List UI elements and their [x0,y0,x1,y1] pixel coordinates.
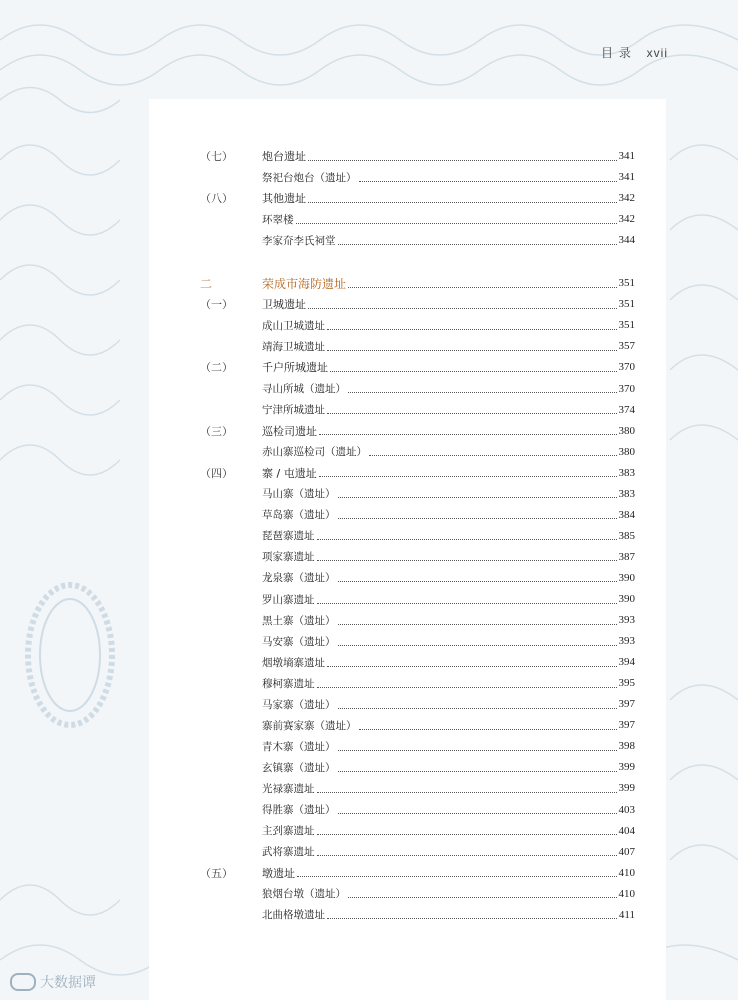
toc-entry-page: 370 [618,382,635,395]
toc-entry-title: 武将寨遗址 [262,846,315,859]
toc-entry-title: 主刭寨遗址 [262,825,315,838]
toc-entry[interactable] [200,821,635,841]
watermark [10,972,96,992]
toc-dot-leader [369,455,617,456]
toc-entry-page: 407 [618,845,635,858]
toc-entry-page: 380 [618,445,635,458]
toc-entry-page: 374 [618,403,635,416]
toc-entry-page: 410 [618,866,635,879]
toc-dot-leader [327,413,617,414]
toc-entry-page: 399 [618,782,635,795]
toc-entry[interactable] [200,505,635,525]
toc-entry-title: 环翠楼 [262,213,294,226]
toc-entry-page: 404 [618,824,635,837]
toc-dot-leader [330,371,617,372]
toc-entry-title: 巡检司遗址 [262,424,317,438]
toc-entry-title: 青木寨（遗址） [262,740,336,753]
toc-entry-page: 357 [618,340,635,353]
toc-entry-title: 宁津所城遗址 [262,404,325,417]
toc-dot-leader [317,687,617,688]
toc-entry-number: （二） [200,361,233,375]
toc-entry[interactable] [200,884,635,904]
toc-entry-page: 387 [618,550,635,563]
toc-entry-title: 龙泉寨（遗址） [262,572,336,585]
toc-entry-page: 341 [618,150,635,162]
toc-dot-leader [338,645,617,646]
toc-entry-page: 385 [618,529,635,542]
toc-dot-leader [338,497,617,498]
toc-entry[interactable] [200,589,635,609]
toc-entry[interactable] [200,463,635,483]
toc-entry[interactable] [200,188,635,208]
toc-entry-title: 狼烟台墩（遗址） [262,888,346,901]
toc-dot-leader [359,729,617,730]
toc-entry[interactable] [200,146,635,166]
toc-dot-leader [348,392,617,393]
toc-entry-title: 草岛寨（遗址） [262,509,336,522]
toc-entry[interactable] [200,905,635,925]
toc-entry[interactable] [200,715,635,735]
header-page-number: xvii [646,46,668,60]
toc-entry[interactable] [200,863,635,883]
toc-entry[interactable] [200,273,635,293]
header-section: 目 录 [601,46,632,60]
toc-dot-leader [348,287,616,288]
toc-dot-leader [327,918,617,919]
watermark-logo-icon [10,973,36,991]
toc-dot-leader [338,581,617,582]
toc-entry-page: 351 [618,319,635,332]
toc-entry[interactable] [200,336,635,356]
toc-entry-page: 380 [618,424,635,437]
toc-entry-title: 寨 / 屯遗址 [262,466,317,480]
toc-entry[interactable] [200,315,635,335]
toc-entry-title: 靖海卫城遗址 [262,340,325,353]
toc-entry-title: 赤山寨巡检司（遗址） [262,446,367,459]
toc-entry-page: 410 [618,887,635,900]
toc-entry-page: 393 [618,635,635,648]
toc-dot-leader [327,329,617,330]
toc-entry-page: 411 [618,908,635,921]
toc-entry-page: 341 [618,171,635,184]
toc-dot-leader [317,792,617,793]
toc-entry-title: 卫城遗址 [262,298,306,312]
toc-dot-leader [338,708,617,709]
toc-dot-leader [327,350,617,351]
toc-entry[interactable] [200,631,635,651]
toc-entry-page: 397 [618,719,635,732]
toc-entry-page: 398 [618,740,635,753]
toc-entry-page: 397 [618,698,635,711]
toc-entry-number: （一） [200,298,233,312]
toc-entry[interactable] [200,800,635,820]
toc-entry[interactable] [200,757,635,777]
toc-entry[interactable] [200,421,635,441]
toc-entry[interactable] [200,673,635,693]
toc-dot-leader [338,771,617,772]
toc-dot-leader [317,560,617,561]
toc-entry[interactable] [200,610,635,630]
toc-entry-title: 马家寨（遗址） [262,698,336,711]
toc-entry[interactable] [200,842,635,862]
toc-entry[interactable] [200,778,635,798]
toc-entry[interactable] [200,652,635,672]
toc-entry-number: （五） [200,866,233,880]
toc-entry[interactable] [200,484,635,504]
toc-entry-title: 马山寨（遗址） [262,488,336,501]
running-header [601,44,668,61]
toc-entry-page: 399 [618,761,635,774]
toc-entry-page: 342 [618,213,635,226]
toc-entry[interactable] [200,736,635,756]
toc-entry-page: 383 [618,466,635,479]
toc-entry-page: 384 [618,508,635,521]
toc-entry-page: 351 [618,277,635,290]
toc-entry-page: 370 [618,361,635,374]
toc-entry-title: 荣成市海防遗址 [262,276,347,291]
toc-entry[interactable] [200,694,635,714]
toc-entry-title: 得胜寨（遗址） [262,804,336,816]
toc-entry-title: 千户所城遗址 [262,361,328,375]
toc-dot-leader [317,855,617,856]
toc-entry-title: 寻山所城（遗址） [262,383,346,395]
toc-dot-leader [317,603,617,604]
toc-entry[interactable] [200,526,635,546]
toc-dot-leader [327,666,617,667]
toc-dot-leader [319,476,617,477]
toc-entry-number: 二 [200,276,213,291]
toc-entry-page: 403 [618,803,635,816]
toc-entry-page: 383 [618,487,635,500]
toc-entry[interactable] [200,442,635,462]
toc-dot-leader [317,834,617,835]
toc-entry-title: 成山卫城遗址 [262,319,325,332]
toc-entry-number: （四） [200,466,233,480]
toc-dot-leader [338,518,617,519]
toc-entry-page: 344 [618,234,635,247]
toc-entry[interactable] [200,294,635,314]
toc-entry-title: 其他遗址 [262,192,306,206]
toc-entry-title: 炮台遗址 [262,150,306,163]
toc-dot-leader [338,813,617,814]
toc-entry-number: （三） [200,424,233,438]
toc-entry-title: 马安寨（遗址） [262,635,336,648]
toc-entry-page: 351 [618,298,635,311]
toc-dot-leader [308,202,617,203]
toc-dot-leader [317,539,617,540]
toc-entry-title: 琵琶寨遗址 [262,530,315,543]
toc-dot-leader [348,897,617,898]
toc-entry-title: 墩遗址 [262,866,295,880]
toc-dot-leader [296,223,617,224]
watermark-text: 大数据谭 [40,975,96,991]
toc-entry[interactable] [200,167,635,187]
toc-entry-page: 394 [618,656,635,669]
toc-entry-title: 祭祀台炮台（遗址） [262,171,357,184]
toc-entry-page: 395 [618,677,635,690]
toc-entry[interactable] [200,357,635,377]
toc-entry-title: 黑土寨（遗址） [262,614,336,627]
toc-entry-title: 烟墩墒寨遗址 [262,656,325,669]
toc-entry[interactable] [200,209,635,229]
toc-dot-leader [338,750,617,751]
toc-entry-title: 寨前赛家寨（遗址） [262,719,357,732]
toc-dot-leader [338,244,617,245]
toc-entry-page: 390 [618,593,635,605]
toc-dot-leader [297,876,617,877]
toc-entry-page: 390 [618,571,635,584]
toc-entry[interactable] [200,568,635,588]
toc-entry-title: 李家夼李氏祠堂 [262,234,336,247]
toc-entry[interactable] [200,379,635,399]
toc-entry-title: 项家寨遗址 [262,551,315,564]
toc-entry-number: （八） [200,192,233,206]
toc-entry-number: （七） [200,150,233,163]
toc-entry[interactable] [200,547,635,567]
toc-entry[interactable] [200,230,635,250]
toc-entry-title: 北曲格墩遗址 [262,909,325,922]
toc-entry-page: 342 [618,192,635,205]
toc-entry-page: 393 [618,614,635,627]
toc-entry-title: 穆柯寨遗址 [262,677,315,690]
toc-entry-title: 罗山寨遗址 [262,593,315,606]
toc-entry[interactable] [200,400,635,420]
toc-dot-leader [359,181,617,182]
toc-entry-title: 光禄寨遗址 [262,782,315,795]
toc-entry-title: 玄镇寨（遗址） [262,761,336,774]
toc-dot-leader [319,434,617,435]
toc-dot-leader [308,160,617,161]
toc-dot-leader [338,624,617,625]
toc-dot-leader [308,308,617,309]
